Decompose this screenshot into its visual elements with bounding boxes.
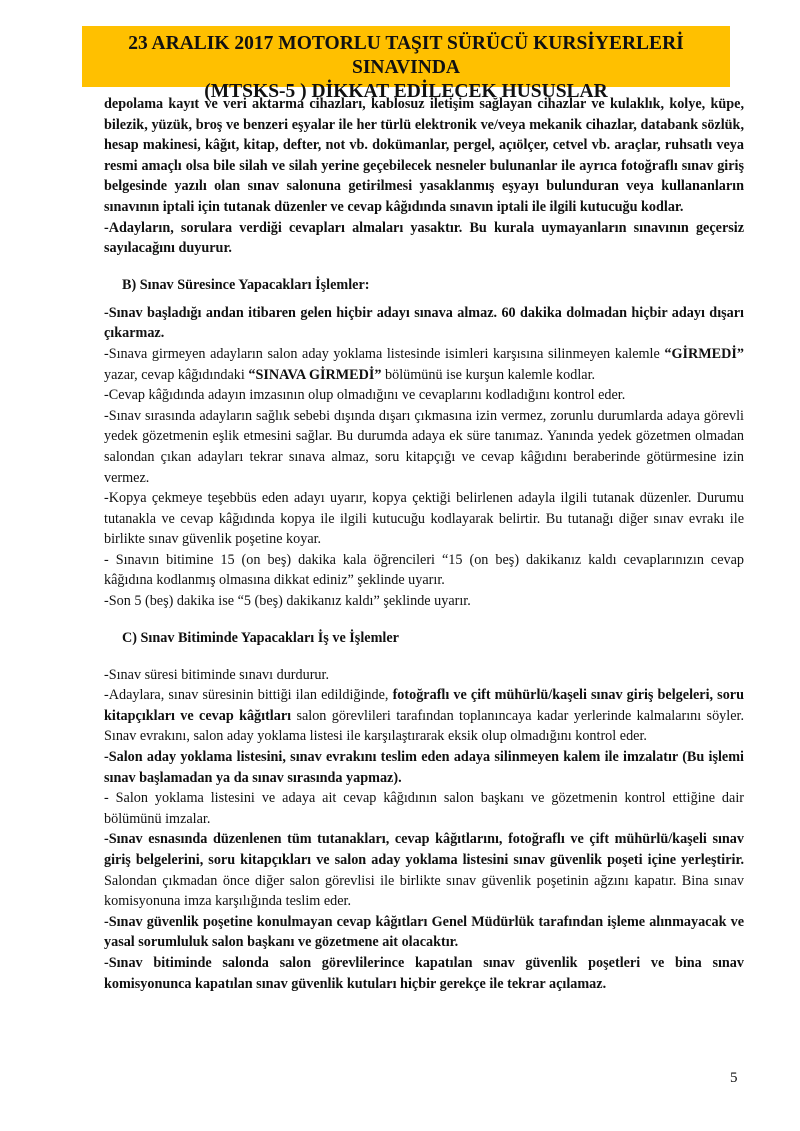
text-run-bold: “GİRMEDİ”: [664, 345, 744, 362]
document-body: [104, 94, 744, 994]
text-run: -Sınava girmeyen adayların salon aday yoklama listesinde isimleri karşısına silinmeyen kalemle: [104, 345, 665, 362]
section-c-paragraph-7: -Sınav bitiminde salonda salon görevlilerince kapatılan sınav güvenlik poşetleri ve bina sınav komisyonunca kapatılan sınav güvenlik kutuları hiçbir gerekçe ile tekrar açılamaz.: [104, 954, 744, 992]
section-c-paragraph-3: -Salon aday yoklama listesini, sınav evrakını teslim eden adaya silinmeyen kalem ile imzalatır (Bu işlemi sınav başlamadan ya da sınav sırasında yapmaz).: [104, 749, 744, 786]
section-b-paragraph-7: -Son 5 (beş) dakika ise “5 (beş) dakikanız kaldı” şeklinde uyarır.: [104, 593, 471, 610]
header-line-1: 23 ARALIK 2017 MOTORLU TAŞIT SÜRÜCÜ KURSİYERLERİ SINAVINDA: [128, 33, 684, 78]
text-run: -Adaylara, sınav süresinin bittiği ilan edildiğinde,: [104, 687, 393, 704]
text-run: Salondan çıkmadan önce diğer salon görevlisi ile birlikte sınav güvenlik poşetinin ağzını kapatır. Bina sınav komisyonuna imza karşılığında teslim eder.: [104, 872, 744, 910]
text-run: bölümünü ise kurşun kalemle kodlar.: [381, 366, 596, 383]
header-line-2: (MTSKS-5 ) DİKKAT EDİLECEK HUSUSLAR: [204, 81, 608, 102]
text-run: yazar, cevap kâğıdındaki: [104, 366, 249, 383]
intro-paragraph-1: depolama kayıt ve veri aktarma cihazları, kablosuz iletişim sağlayan cihazlar ve kulaklık, kolye, küpe, bilezik, yüzük, broş ve benzeri eşyalar ile her türlü elektronik ve/veya mekanik cihazlar, databank sözlük, hesap makinesi, kâğıt, kitap, defter, not vb. dokümanlar, pergel, açıölçer, cetvel vb. araçlar, ruhsatlı veya resmi amaçlı olsa bile silah ve silah yerine geçebilecek nesneler bulunanlar ile ayrıca fotoğraflı sınav giriş belgesinde yazılı olan sınav salonuna getirilmesi yasaklanmış eşyayı bulunduran veya kullananların sınavının iptali için tutanak düzenler ve cevap kâğıdında sınavın iptali ile ilgili kutucuğu kodlar.: [104, 96, 744, 215]
text-run-bold: fotoğraflı ve çift mühürlü/kaşeli sınav giriş belgeleri, soru kitapçıkları ve cevap kâğıtları: [104, 687, 744, 724]
text-run: salon görevlileri tarafından toplanıncaya kadar yerlerinde kalmalarını söyler. Sınav evrakını, salon aday yoklama listesi ile karşılaştırarak eksik olup olmadığını kontrol eder.: [104, 707, 744, 745]
text-run-bold: -Sınav esnasında düzenlenen tüm tutanakları, cevap kâğıtlarını, fotoğraflı ve çift mühürlü/kaşeli sınav giriş belgelerini, soru kitapçıkları ve salon aday yoklama listesini sınav güvenlik poşeti içine yerleştirir.: [104, 831, 744, 868]
section-b-paragraph-6: - Sınavın bitimine 15 (on beş) dakika kala öğrencileri “15 (on beş) dakikanız kaldı cevaplarınızın cevap kâğıdına kodlanmış olmasına dikkat ediniz” şeklinde uyarır.: [104, 551, 744, 589]
section-c-paragraph-5: [104, 829, 744, 911]
section-b-title: B) Sınav Süresince Yapacakları İşlemler:: [122, 276, 370, 293]
section-c-paragraph-1: -Sınav süresi bitiminde sınavı durdurur.: [104, 666, 330, 683]
intro-paragraph-2: -Adayların, sorulara verdiği cevapları almaları yasaktır. Bu kurala uymayanların sınavının geçersiz sayılacağını duyurur.: [104, 219, 744, 257]
section-b-paragraph-3: -Cevap kâğıdında adayın imzasının olup olmadığını ve cevaplarını kodladığını kontrol eder.: [104, 387, 626, 404]
section-c-paragraph-4: - Salon yoklama listesini ve adaya ait cevap kâğıdının salon başkanı ve gözetmenin kontrol ettiğine dair bölümünü imzalar.: [104, 790, 744, 827]
section-c-paragraph-2: [104, 685, 744, 747]
text-run-bold: “SINAVA GİRMEDİ”: [248, 366, 382, 383]
section-b-paragraph-2: [104, 344, 744, 385]
section-b-paragraph-5: -Kopya çekmeye teşebbüs eden adayı uyarır, kopya çektiği belirlenen adayla ilgili tutanak düzenler. Durumu tutanakla ve cevap kâğıdında kopya ile ilgili kutucuğu kodlayarak belirtir. Bu tutanağı diğer sınav evrakı ile birlikte sınav güvenlik poşetine koyar.: [104, 490, 744, 548]
page-number: 5: [730, 1070, 738, 1086]
header-banner: [82, 26, 730, 102]
section-b-paragraph-4: -Sınav sırasında adayların sağlık sebebi dışında dışarı çıkmasına izin vermez, zorunlu durumlarda adaya görevli yedek gözetmenin eşlik etmesini sağlar. Bu durumda adaya ek süre tanımaz. Yanında yedek gözetmen olmadan salondan çıkan adayları tekrar sınava almaz, soru kitapçığı ve cevap kâğıdını beraberinde götürmesine izin vermez.: [104, 407, 744, 486]
section-c-title: C) Sınav Bitiminde Yapacakları İş ve İşlemler: [122, 629, 399, 646]
section-b-paragraph-1: -Sınav başladığı andan itibaren gelen hiçbir adayı sınava almaz. 60 dakika dolmadan hiçbir adayı dışarı çıkarmaz.: [104, 304, 744, 342]
section-c-paragraph-6: -Sınav güvenlik poşetine konulmayan cevap kâğıtları Genel Müdürlük tarafından işleme alınmayacak ve yasal sorumluluk salon başkanı ve gözetmene ait olacaktır.: [104, 913, 744, 951]
